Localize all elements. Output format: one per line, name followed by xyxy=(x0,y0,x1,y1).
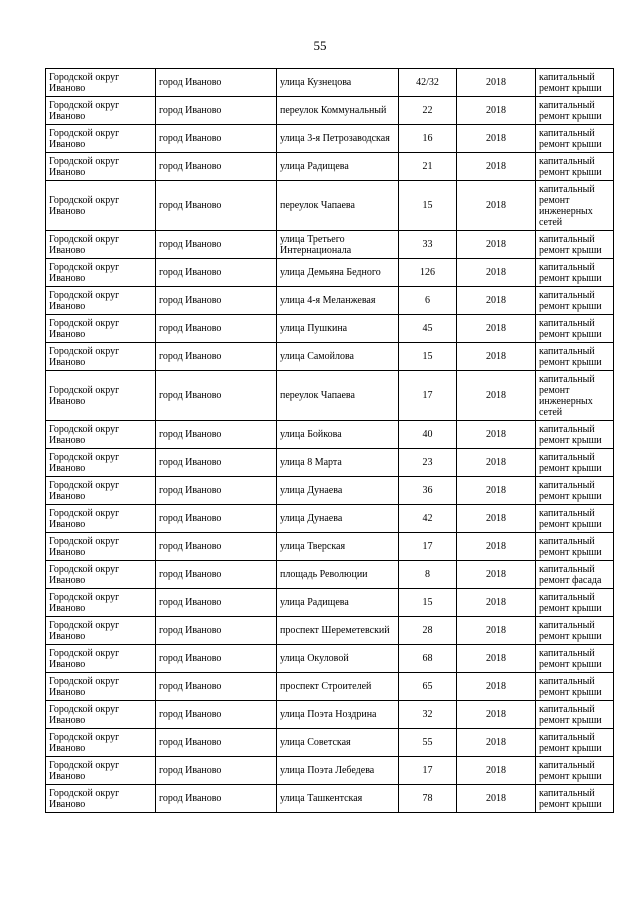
year-cell: 2018 xyxy=(457,617,536,645)
city-cell: город Иваново xyxy=(156,371,277,421)
house-number-cell: 21 xyxy=(399,153,457,181)
year-cell: 2018 xyxy=(457,561,536,589)
house-number-cell: 17 xyxy=(399,371,457,421)
district-cell: Городской округ Иваново xyxy=(46,673,156,701)
year-cell: 2018 xyxy=(457,673,536,701)
table-row xyxy=(46,729,614,757)
street-cell: улица Демьяна Бедного xyxy=(277,259,399,287)
table-row xyxy=(46,449,614,477)
street-cell: улица Советская xyxy=(277,729,399,757)
year-cell: 2018 xyxy=(457,343,536,371)
district-cell: Городской округ Иваново xyxy=(46,343,156,371)
city-cell: город Иваново xyxy=(156,449,277,477)
table-row xyxy=(46,421,614,449)
house-number-cell: 15 xyxy=(399,589,457,617)
table-row xyxy=(46,673,614,701)
year-cell: 2018 xyxy=(457,785,536,813)
work-type-cell: капитальный ремонт крыши xyxy=(536,645,614,673)
work-type-cell: капитальный ремонт крыши xyxy=(536,701,614,729)
house-number-cell: 45 xyxy=(399,315,457,343)
house-number-cell: 28 xyxy=(399,617,457,645)
city-cell: город Иваново xyxy=(156,673,277,701)
work-type-cell: капитальный ремонт крыши xyxy=(536,505,614,533)
work-type-cell: капитальный ремонт крыши xyxy=(536,97,614,125)
table-row xyxy=(46,231,614,259)
city-cell: город Иваново xyxy=(156,287,277,315)
year-cell: 2018 xyxy=(457,533,536,561)
work-type-cell: капитальный ремонт крыши xyxy=(536,673,614,701)
district-cell: Городской округ Иваново xyxy=(46,701,156,729)
city-cell: город Иваново xyxy=(156,97,277,125)
table-row xyxy=(46,69,614,97)
street-cell: улица Дунаева xyxy=(277,477,399,505)
district-cell: Городской округ Иваново xyxy=(46,371,156,421)
district-cell: Городской округ Иваново xyxy=(46,505,156,533)
table-row xyxy=(46,287,614,315)
table-row xyxy=(46,343,614,371)
year-cell: 2018 xyxy=(457,97,536,125)
table-row xyxy=(46,561,614,589)
work-type-cell: капитальный ремонт инженерных сетей xyxy=(536,181,614,231)
house-number-cell: 126 xyxy=(399,259,457,287)
work-type-cell: капитальный ремонт крыши xyxy=(536,315,614,343)
house-number-cell: 32 xyxy=(399,701,457,729)
work-type-cell: капитальный ремонт крыши xyxy=(536,449,614,477)
house-number-cell: 15 xyxy=(399,343,457,371)
district-cell: Городской округ Иваново xyxy=(46,533,156,561)
district-cell: Городской округ Иваново xyxy=(46,259,156,287)
house-number-cell: 68 xyxy=(399,645,457,673)
city-cell: город Иваново xyxy=(156,125,277,153)
year-cell: 2018 xyxy=(457,231,536,259)
table-row xyxy=(46,125,614,153)
table-row xyxy=(46,757,614,785)
table-row xyxy=(46,785,614,813)
house-number-cell: 8 xyxy=(399,561,457,589)
district-cell: Городской округ Иваново xyxy=(46,477,156,505)
street-cell: улица Радищева xyxy=(277,153,399,181)
street-cell: переулок Чапаева xyxy=(277,181,399,231)
city-cell: город Иваново xyxy=(156,561,277,589)
year-cell: 2018 xyxy=(457,69,536,97)
table-row xyxy=(46,153,614,181)
district-cell: Городской округ Иваново xyxy=(46,69,156,97)
street-cell: улица Поэта Ноздрина xyxy=(277,701,399,729)
district-cell: Городской округ Иваново xyxy=(46,97,156,125)
street-cell: улица 3-я Петрозаводская xyxy=(277,125,399,153)
street-cell: улица Тверская xyxy=(277,533,399,561)
table-body xyxy=(46,69,614,813)
city-cell: город Иваново xyxy=(156,533,277,561)
street-cell: площадь Революции xyxy=(277,561,399,589)
repair-schedule-table xyxy=(45,68,614,813)
house-number-cell: 78 xyxy=(399,785,457,813)
street-cell: улица Кузнецова xyxy=(277,69,399,97)
year-cell: 2018 xyxy=(457,371,536,421)
year-cell: 2018 xyxy=(457,287,536,315)
work-type-cell: капитальный ремонт крыши xyxy=(536,259,614,287)
house-number-cell: 42 xyxy=(399,505,457,533)
district-cell: Городской округ Иваново xyxy=(46,589,156,617)
year-cell: 2018 xyxy=(457,259,536,287)
work-type-cell: капитальный ремонт крыши xyxy=(536,533,614,561)
house-number-cell: 23 xyxy=(399,449,457,477)
house-number-cell: 36 xyxy=(399,477,457,505)
year-cell: 2018 xyxy=(457,421,536,449)
work-type-cell: капитальный ремонт инженерных сетей xyxy=(536,371,614,421)
street-cell: улица Поэта Лебедева xyxy=(277,757,399,785)
year-cell: 2018 xyxy=(457,701,536,729)
year-cell: 2018 xyxy=(457,757,536,785)
work-type-cell: капитальный ремонт крыши xyxy=(536,589,614,617)
work-type-cell: капитальный ремонт крыши xyxy=(536,125,614,153)
street-cell: улица Ташкентская xyxy=(277,785,399,813)
work-type-cell: капитальный ремонт крыши xyxy=(536,477,614,505)
table-row xyxy=(46,533,614,561)
street-cell: улица Самойлова xyxy=(277,343,399,371)
district-cell: Городской округ Иваново xyxy=(46,561,156,589)
work-type-cell: капитальный ремонт крыши xyxy=(536,421,614,449)
city-cell: город Иваново xyxy=(156,617,277,645)
house-number-cell: 42/32 xyxy=(399,69,457,97)
house-number-cell: 17 xyxy=(399,757,457,785)
district-cell: Городской округ Иваново xyxy=(46,287,156,315)
city-cell: город Иваново xyxy=(156,153,277,181)
work-type-cell: капитальный ремонт крыши xyxy=(536,617,614,645)
district-cell: Городской округ Иваново xyxy=(46,729,156,757)
work-type-cell: капитальный ремонт крыши xyxy=(536,287,614,315)
work-type-cell: капитальный ремонт крыши xyxy=(536,785,614,813)
street-cell: улица Третьего Интернационала xyxy=(277,231,399,259)
district-cell: Городской округ Иваново xyxy=(46,315,156,343)
city-cell: город Иваново xyxy=(156,645,277,673)
year-cell: 2018 xyxy=(457,505,536,533)
table-row xyxy=(46,315,614,343)
work-type-cell: капитальный ремонт крыши xyxy=(536,757,614,785)
street-cell: переулок Коммунальный xyxy=(277,97,399,125)
table-row xyxy=(46,97,614,125)
street-cell: улица 4-я Меланжевая xyxy=(277,287,399,315)
city-cell: город Иваново xyxy=(156,505,277,533)
city-cell: город Иваново xyxy=(156,181,277,231)
district-cell: Городской округ Иваново xyxy=(46,181,156,231)
year-cell: 2018 xyxy=(457,477,536,505)
work-type-cell: капитальный ремонт крыши xyxy=(536,69,614,97)
work-type-cell: капитальный ремонт крыши xyxy=(536,343,614,371)
district-cell: Городской округ Иваново xyxy=(46,449,156,477)
street-cell: улица Окуловой xyxy=(277,645,399,673)
table-row xyxy=(46,701,614,729)
city-cell: город Иваново xyxy=(156,69,277,97)
street-cell: улица Радищева xyxy=(277,589,399,617)
district-cell: Городской округ Иваново xyxy=(46,645,156,673)
district-cell: Городской округ Иваново xyxy=(46,757,156,785)
house-number-cell: 17 xyxy=(399,533,457,561)
table-row xyxy=(46,617,614,645)
work-type-cell: капитальный ремонт фасада xyxy=(536,561,614,589)
table-row xyxy=(46,259,614,287)
year-cell: 2018 xyxy=(457,589,536,617)
street-cell: проспект Шереметевский xyxy=(277,617,399,645)
year-cell: 2018 xyxy=(457,181,536,231)
year-cell: 2018 xyxy=(457,645,536,673)
house-number-cell: 33 xyxy=(399,231,457,259)
table-row xyxy=(46,505,614,533)
table-row xyxy=(46,181,614,231)
city-cell: город Иваново xyxy=(156,785,277,813)
house-number-cell: 15 xyxy=(399,181,457,231)
street-cell: улица Пушкина xyxy=(277,315,399,343)
house-number-cell: 65 xyxy=(399,673,457,701)
city-cell: город Иваново xyxy=(156,701,277,729)
street-cell: переулок Чапаева xyxy=(277,371,399,421)
city-cell: город Иваново xyxy=(156,757,277,785)
year-cell: 2018 xyxy=(457,315,536,343)
street-cell: проспект Строителей xyxy=(277,673,399,701)
district-cell: Городской округ Иваново xyxy=(46,421,156,449)
house-number-cell: 16 xyxy=(399,125,457,153)
city-cell: город Иваново xyxy=(156,729,277,757)
district-cell: Городской округ Иваново xyxy=(46,617,156,645)
table-row xyxy=(46,589,614,617)
street-cell: улица 8 Марта xyxy=(277,449,399,477)
house-number-cell: 40 xyxy=(399,421,457,449)
district-cell: Городской округ Иваново xyxy=(46,125,156,153)
table-row xyxy=(46,645,614,673)
page-number: 55 xyxy=(313,38,327,53)
table-row xyxy=(46,371,614,421)
city-cell: город Иваново xyxy=(156,231,277,259)
table-row xyxy=(46,477,614,505)
work-type-cell: капитальный ремонт крыши xyxy=(536,729,614,757)
year-cell: 2018 xyxy=(457,125,536,153)
city-cell: город Иваново xyxy=(156,477,277,505)
street-cell: улица Бойкова xyxy=(277,421,399,449)
year-cell: 2018 xyxy=(457,153,536,181)
city-cell: город Иваново xyxy=(156,343,277,371)
work-type-cell: капитальный ремонт крыши xyxy=(536,231,614,259)
year-cell: 2018 xyxy=(457,729,536,757)
house-number-cell: 6 xyxy=(399,287,457,315)
city-cell: город Иваново xyxy=(156,315,277,343)
district-cell: Городской округ Иваново xyxy=(46,785,156,813)
district-cell: Городской округ Иваново xyxy=(46,153,156,181)
city-cell: город Иваново xyxy=(156,421,277,449)
street-cell: улица Дунаева xyxy=(277,505,399,533)
city-cell: город Иваново xyxy=(156,589,277,617)
work-type-cell: капитальный ремонт крыши xyxy=(536,153,614,181)
house-number-cell: 22 xyxy=(399,97,457,125)
district-cell: Городской округ Иваново xyxy=(46,231,156,259)
year-cell: 2018 xyxy=(457,449,536,477)
house-number-cell: 55 xyxy=(399,729,457,757)
city-cell: город Иваново xyxy=(156,259,277,287)
